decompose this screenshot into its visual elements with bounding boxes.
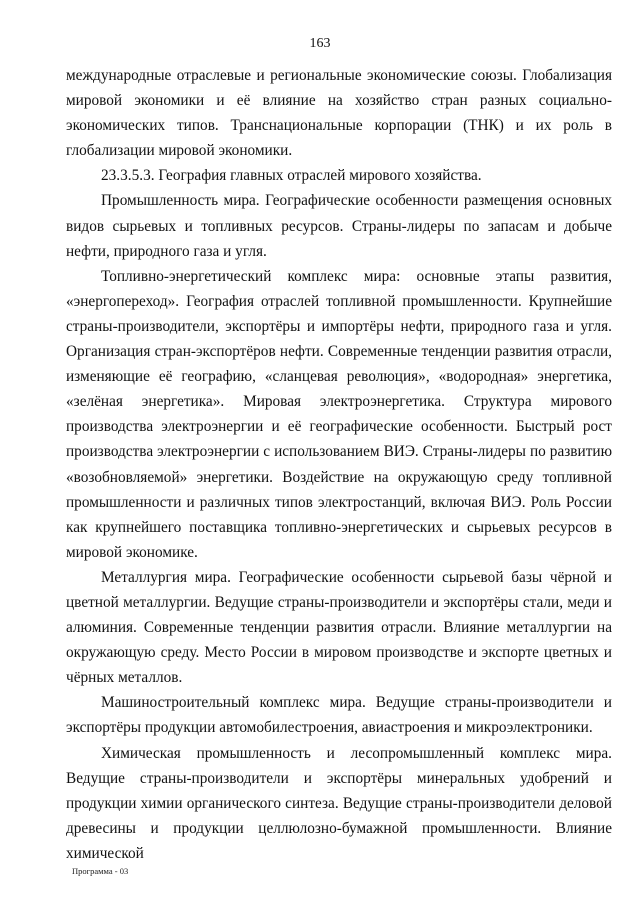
paragraph-fuel-energy-complex: Топливно-энергетический комплекс мира: основные этапы развития, «энергопереход». География отраслей топливной промышленности. Крупнейшие страны-производители, экспортёры и импортёры нефти, природного газа и угля. Организация стран-экспортёров нефти. Современные тенденции развития отрасли, изменяющие её географию, «сланцевая революция», «водородная» энергетика, «зелёная энергетика». Мировая электроэнергетика. Структура мирового производства электроэнергии и её географические особенности. Быстрый рост производства электроэнергии с использованием ВИЭ. Страны-лидеры по развитию «возобновляемой» энергетики. Воздействие на окружающую среду топливной промышленности и различных типов электростанций, включая ВИЭ. Роль России как крупнейшего поставщика топливно-энергетических и сырьевых ресурсов в мировой экономике. [66, 267, 612, 561]
footer-program-label: Программа - 03 [72, 866, 129, 876]
paragraph-machine-building: Машиностроительный комплекс мира. Ведущие страны-производители и экспортёры продукции автомобилестроения, авиастроения и микроэлектроники. [66, 694, 612, 737]
paragraph-metallurgy: Металлургия мира. Географические особенности сырьевой базы чёрной и цветной металлургии. Ведущие страны-производители и экспортёры стали, меди и алюминия. Современные тенденции развития отрасли. Влияние металлургии на окружающую среду. Место России в мировом производстве и экспорте цветных и чёрных металлов. [66, 568, 612, 687]
page-number: 163 [309, 36, 331, 51]
section-heading-23-3-5-3: 23.3.5.3. География главных отраслей мирового хозяйства. [101, 167, 482, 185]
paragraph-chemical-forestry: Химическая промышленность и лесопромышленный комплекс мира. Ведущие страны-производители и экспортёры минеральных удобрений и продукции химии органического синтеза. Ведущие страны-производители деловой древесины и продукции целлюлозно-бумажной промышленности. Влияние химической [66, 744, 612, 862]
paragraph-globalization-continued: международные отраслевые и региональные экономические союзы. Глобализация мировой экономики и её влияние на хозяйство стран разных социально-экономических типов. Транснациональные корпорации (ТНК) и их роль в глобализации мировой экономики. [66, 67, 612, 160]
paragraph-industry: Промышленность мира. Географические особенности размещения основных видов сырьевых и топливных ресурсов. Страны-лидеры по запасам и добыче нефти, природного газа и угля. [66, 192, 612, 260]
document-body [66, 63, 612, 866]
